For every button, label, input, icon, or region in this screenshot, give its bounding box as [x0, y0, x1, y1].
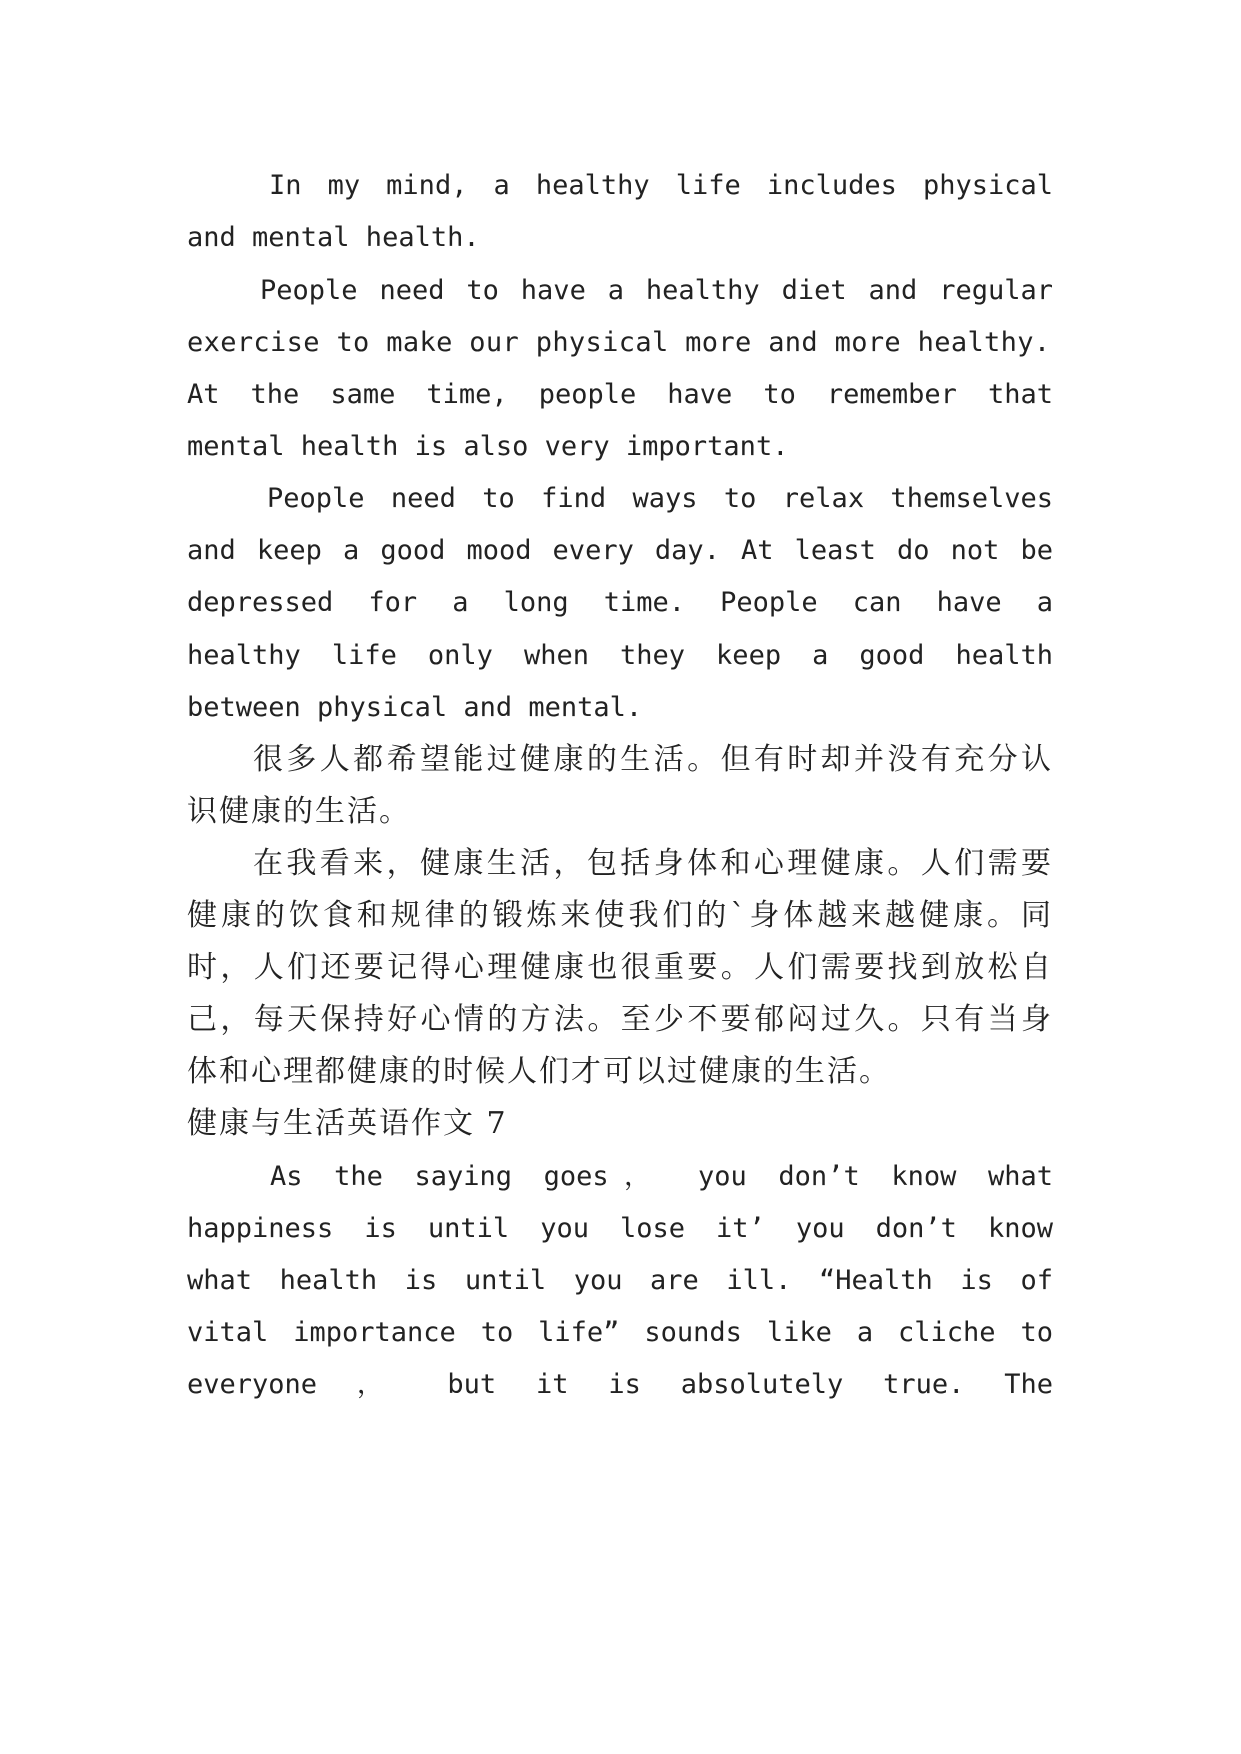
paragraph-4-line-4: vital importance to life” sounds like a cliche to — [187, 1317, 1053, 1348]
paragraph-4-line-1: As the saying goes， you don’t know what — [270, 1161, 1053, 1192]
paragraph-3-line-4: healthy life only when they keep a good health — [187, 640, 1053, 671]
chinese-paragraph-2-line-4: 己，每天保持好心情的方法。至少不要郁闷过久。只有当身 — [187, 1002, 1053, 1037]
chinese-paragraph-2-line-3: 时，人们还要记得心理健康也很重要。人们需要找到放松自 — [187, 950, 1053, 985]
chinese-paragraph-2-line-1: 在我看来，健康生活，包括身体和心理健康。人们需要 — [253, 846, 1053, 881]
paragraph-2-line-3: At the same time, people have to remember that — [187, 379, 1053, 410]
paragraph-3-line-1: People need to find ways to relax themselves — [267, 483, 1053, 514]
paragraph-2-line-1: People need to have a healthy diet and regular — [260, 275, 1053, 306]
paragraph-2-line-4: mental health is also very important. — [187, 431, 789, 462]
paragraph-4-line-3: what health is until you are ill. “Health is of — [187, 1265, 1053, 1296]
paragraph-3-line-2: and keep a good mood every day. At least do not be — [187, 535, 1053, 566]
chinese-paragraph-2-line-2: 健康的饮食和规律的锻炼来使我们的`身体越来越健康。同 — [187, 898, 1053, 933]
chinese-paragraph-2-line-5: 体和心理都健康的时候人们才可以过健康的生活。 — [187, 1054, 891, 1089]
paragraph-1-line-1: In my mind, a healthy life includes physical — [269, 170, 1053, 201]
chinese-paragraph-1-line-1: 很多人都希望能过健康的生活。但有时却并没有充分认 — [253, 742, 1053, 777]
paragraph-1-line-2: and mental health. — [187, 222, 480, 253]
paragraph-3-line-5: between physical and mental. — [187, 692, 643, 723]
chinese-paragraph-1-line-2: 识健康的生活。 — [187, 794, 411, 829]
paragraph-4-line-2: happiness is until you lose it’ you don’t know — [187, 1213, 1053, 1244]
paragraph-4-line-5: everyone ， but it is absolutely true. The — [187, 1369, 1053, 1400]
paragraph-3-line-3: depressed for a long time. People can have a — [187, 587, 1053, 618]
section-heading: 健康与生活英语作文 7 — [187, 1106, 508, 1141]
paragraph-2-line-2: exercise to make our physical more and more healthy. — [187, 327, 1051, 358]
